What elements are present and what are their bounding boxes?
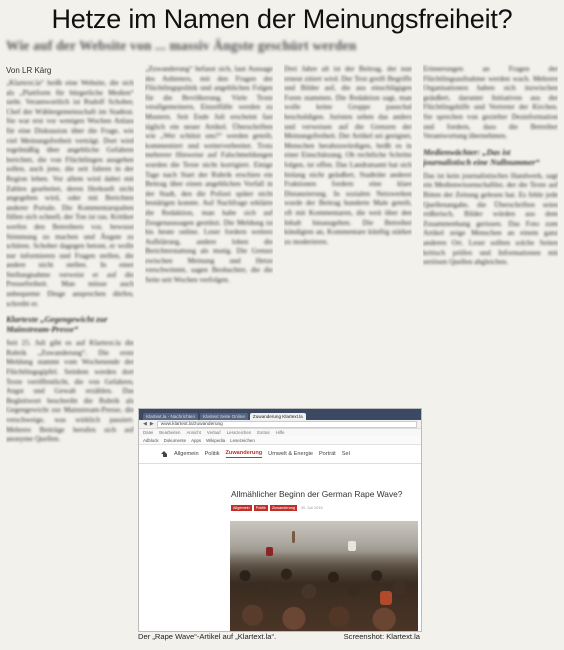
tag-label[interactable]: Zuwanderung (271, 506, 296, 510)
column-1-subheading: Klartexte „Gegengewicht zur Mainstream-Presse“ (6, 314, 108, 335)
column-2-body: „Zuwanderung“ befasst sich, laut Aussage des Anbieters, mit den Fragen der Flüchtlingspolitik und angeblichen Folgen für die Bevölkerung. Viele Texte verallgemeinern, Einzelfälle werden zu Mustern. Seit Ende Juli erscheint fast täglich ein neuer Artikel. Überschriften wie „Wer schützt uns?“ werden geteilt, kommentiert und weiterverbreitet. Trotz mehrerer Hinweise auf Falschmeldungen wurden die Texte nicht korrigiert. Einige Tage nach Start der Rubrik erschien ein Beitrag über einen angeblichen Vorfall in der Stadt, den die Polizei später nicht bestätigen konnte. Auf Nachfrage erklärte die Redaktion, man habe sich auf Zeugenaussagen gestützt. Die Meldung ist bis heute online. Leser fordern weitere Aufklärung, andere loben die Berichterstattung als mutig. Die Grenze zwischen Meinung und Hetze verschwimmt, sagen Beobachter, die die Seite seit Wochen verfolgen. (145, 64, 273, 285)
browser-tab-active[interactable]: Zuwanderung Klartext.la (250, 413, 306, 420)
menu-item[interactable]: Ansicht (186, 430, 201, 435)
menu-item[interactable]: Bearbeiten (159, 430, 181, 435)
browser-tab-bar (139, 409, 421, 420)
text-column-1 (6, 78, 134, 636)
article-tags (231, 505, 323, 511)
caption-credit: Screenshot: Klartext.la (343, 632, 420, 641)
photo-detail (380, 591, 392, 605)
tag-label[interactable]: Politik (255, 506, 266, 510)
photo-detail (292, 531, 295, 543)
nav-item-allgemein[interactable]: Allgemein (174, 451, 199, 457)
nav-item-umwelt[interactable]: Umwelt & Energie (268, 451, 313, 457)
bookmark[interactable]: Adblock (143, 437, 159, 443)
menu-item[interactable]: Verlauf (206, 430, 221, 435)
bookmark[interactable]: Lesezeichen (230, 437, 255, 443)
home-icon[interactable] (161, 451, 168, 457)
byline: Von LR Kärg (6, 66, 52, 75)
menu-item[interactable]: Lesezeichen (226, 430, 252, 435)
text-column-3 (284, 64, 412, 404)
text-column-2 (145, 64, 273, 404)
nav-item-more[interactable]: Sel (341, 451, 350, 457)
column-4-body: Erinnerungen an Fragen der Flüchtlingsaufnahme werden wach. Mehrere Organisationen haben sich inzwischen geäußert, darunter Initiativen aus der Flüchtlingshilfe und Vertreter der Kirchen. Sie sprechen von gezielter Desinformation und fordern, dass die Betreiber Verantwortung übernehmen. (423, 64, 558, 141)
article-subheadline: Wie auf der Website von ... massiv Ängste geschürt werden (6, 38, 357, 53)
article-date: 30. Juli 2015 (301, 506, 323, 510)
url-field[interactable]: www.klartext.la/zuwanderung (157, 421, 417, 428)
website-article-title[interactable]: Allmählicher Beginn der German Rape Wave? (231, 489, 403, 499)
browser-tab[interactable]: Klartext.la - Nachrichten (143, 413, 198, 420)
site-navigation (139, 445, 421, 464)
address-bar (139, 420, 421, 429)
crowd-photo (230, 521, 418, 631)
tag-label[interactable]: Allgemein (233, 506, 250, 510)
nav-item-politik[interactable]: Politik (204, 451, 220, 457)
bookmark[interactable]: Dokumente (163, 437, 187, 443)
photo-detail (348, 541, 356, 551)
back-icon[interactable]: ◀ (143, 421, 147, 427)
column-3-body: Drei Jahre alt ist der Beitrag, der nun erneut zitiert wird. Der Text greift Begriffe und Bilder auf, die aus einschlägigen Foren stammen. Die Redaktion sagt, man wolle keine Gruppe pauschal beschuldigen. Juristen sehen das anders und verweisen auf die Grenzen der Meinungsfreiheit. Der Artikel sei geeignet, Menschen herabzuwürdigen, heißt es in einer Einschätzung. Ob rechtliche Schritte folgen, ist offen. Das Landratsamt hat sich bislang nicht geäußert, Stadträte anderer Fraktionen fordern eine klare Distanzierung. In sozialen Netzwerken wurde der Beitrag hunderte Male geteilt, oft mit Kommentaren, die weit über den Inhalt hinausgehen. Die Betreiber kündigten an, Kommentare künftig stärker zu moderieren. (284, 64, 412, 246)
photo-detail (266, 547, 273, 556)
bookmark[interactable]: Wikipedia (206, 437, 226, 443)
menu-item[interactable]: Extras (257, 430, 270, 435)
forward-icon[interactable]: ▶ (149, 421, 154, 427)
menu-item[interactable]: Datei (143, 430, 154, 435)
browser-menu-bar (139, 429, 421, 436)
column-4-body-2: Das ist kein journalistisches Handwerk, sagt ein Medienwissenschaftler, der die Texte auf Bitten der Zeitung gelesen hat. Es fehle jede Quellenangabe, die Überschriften seien reißerisch, Bilder würden aus dem Zusammenhang gerissen. Das Foto zum Artikel zeige Menschen an einem ganz anderen Ort. Leser sollten solche Seiten kritisch prüfen und Informationen mit seriösen Quellen abgleichen. (423, 170, 558, 267)
bookmarks-bar (139, 436, 421, 445)
text-column-4 (423, 64, 558, 636)
column-1-body: „Klartext.la“ heißt eine Website, die sich als „Plattform für bürgerliche Medien“ sieht. Verantwortlich ist Rudolf Schober, Chef der Wählergemeinschaft im Stadtrat. Sie war erst vor wenigen Wochen Anlass für eine Diskussion über die Frage, wie viel Meinungsfreiheit verträgt. Dort wird regelmäßig über angebliche Gefahren berichtet, die von Flüchtlingen ausgehen sollen, auch jene, die seit Jahren in der Region leben. Vor allem wird dabei mit Zahlen gearbeitet, deren Herkunft nicht angegeben wird, oder mit Berichten anderer Portale. Die Kommentarspalten füllen sich schnell, der Ton ist rau. Kritiker werfen den Betreibern vor, bewusst Stimmung zu machen und Ängste zu schüren. Schober dagegen betont, er wolle nur informieren und Fragen stellen, die andere nicht stellen. In einer Stellungnahme verweist er auf die Pressefreiheit. Man müsse auch unbequeme Dinge ansprechen dürfen, schreibt er. (6, 78, 134, 308)
browser-tab[interactable]: Klartext Seite Online (200, 413, 248, 420)
figure-caption (138, 632, 420, 641)
column-4-subheading: Medienwächter: „Das ist journalistisch eine Nullnummer“ (423, 146, 540, 167)
caption-text: Der „Rape Wave“-Artikel auf „Klartext.la“. (138, 632, 277, 641)
column-1-body-2: Seit 25. Juli gibt es auf Klartext.la die Rubrik „Zuwanderung“. Die erste Meldung stammt vom Wochenende der Flüchtlingsgipfel. Seitdem werden dort Texte veröffentlicht, die von Gefahren, Angst und Gewalt erzählen. Das Begleitwort beschreibt die Rubrik als Gegengewicht zur Mainstream-Presse, die verschweige, was wirklich passiert. Mehrere Beiträge berufen sich auf anonyme Quellen. (6, 338, 134, 444)
menu-item[interactable]: Hilfe (275, 430, 285, 435)
article-headline: Hetze im Namen der Meinungsfreiheit? (51, 4, 513, 34)
nav-item-zuwanderung[interactable]: Zuwanderung (225, 450, 263, 456)
bookmark[interactable]: Apps (191, 437, 202, 443)
nav-item-portraet[interactable]: Porträt (318, 451, 336, 457)
website-screenshot (138, 408, 422, 632)
